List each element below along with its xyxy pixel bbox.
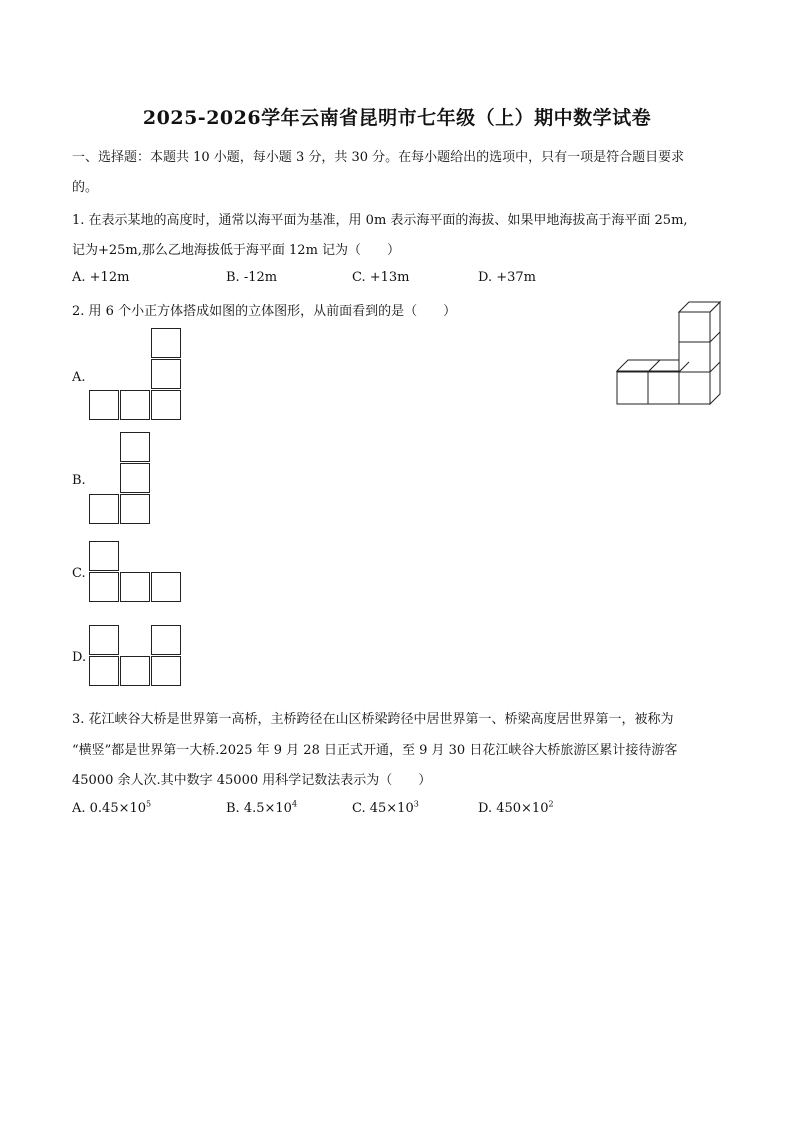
cube-front-face (679, 312, 710, 342)
q3-text-line2: “横竖”都是世界第一大桥.2025 年 9 月 28 日正式开通，至 9 月 30 日花江峡谷大桥旅游区累计接待游客 (72, 743, 678, 758)
square-cell (89, 625, 119, 655)
page-title: 2025-2026学年云南省昆明市七年级（上）期中数学试卷 (142, 107, 652, 129)
square-cell (89, 541, 119, 571)
q3-option-d: D. $450\times 10^2$ (478, 799, 554, 816)
q1-option-b: B. -12m (226, 270, 278, 285)
square-cell (120, 390, 150, 420)
q1-option-a: A. +12m (72, 270, 130, 285)
square-cell (89, 572, 119, 602)
square-cell (151, 625, 181, 655)
square-cell (151, 390, 181, 420)
q2-solid-figure (614, 300, 724, 410)
square-cell (89, 656, 119, 686)
q3-text-line1: 3. 花江峡谷大桥是世界第一高桥，主桥跨径在山区桥梁跨径中居世界第一、桥梁高度居世界第一，被称为 (72, 712, 674, 727)
section-heading-line2: 的。 (72, 180, 99, 195)
square-cell (120, 432, 150, 462)
square-cell (120, 572, 150, 602)
q3-text-line3: 45000 余人次.其中数字 45000 用科学记数法表示为（ ） (72, 773, 432, 788)
q2-option-a-label: A. (72, 370, 86, 385)
q2-option-b-label: B. (72, 473, 86, 488)
square-cell (120, 494, 150, 524)
square-cell (151, 656, 181, 686)
cube-front-face (617, 372, 648, 404)
cube-side-face (710, 302, 720, 404)
square-cell (151, 328, 181, 358)
q2-option-d-label: D. (72, 650, 87, 665)
square-cell (89, 494, 119, 524)
q1-text-line1: 1. 在表示某地的高度时，通常以海平面为基准，用 0m 表示海平面的海拔、如果甲地海拔高于海平面 25m, (72, 213, 688, 228)
q3-option-a: A. $0.45\times 10^5$ (72, 799, 152, 816)
q1-option-c: C. +13m (352, 270, 410, 285)
q1-option-d: D. +37m (478, 270, 536, 285)
square-cell (151, 359, 181, 389)
square-cell (89, 390, 119, 420)
q3-option-c: C. $45\times 10^3$ (352, 799, 419, 816)
section-heading-line1: 一、选择题：本题共 10 小题，每小题 3 分，共 30 分。在每小题给出的选项中，只有一项是符合题目要求 (72, 150, 685, 165)
q1-text-line2: 记为+25m,那么乙地海拔低于海平面 12m 记为（ ） (72, 243, 401, 258)
q2-text-line1: 2. 用 6 个小正方体搭成如图的立体图形，从前面看到的是（ ） (72, 304, 457, 319)
cube-front-face (679, 372, 710, 404)
square-cell (120, 463, 150, 493)
square-cell (151, 572, 181, 602)
q3-option-b: B. $4.5\times 10^4$ (226, 799, 298, 816)
cube-front-face (648, 372, 679, 404)
q2-option-c-label: C. (72, 566, 86, 581)
square-cell (120, 656, 150, 686)
